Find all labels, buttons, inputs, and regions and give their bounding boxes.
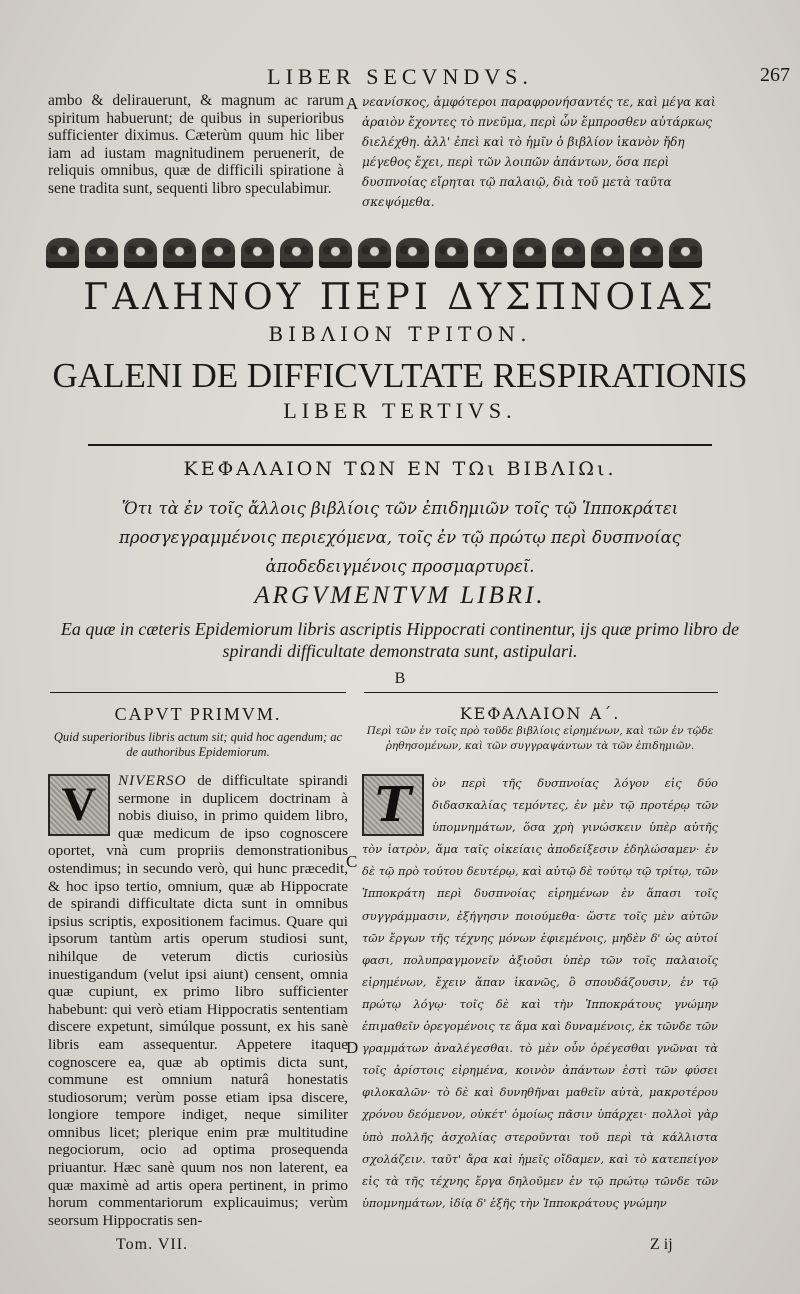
margin-marker-a: A: [346, 94, 359, 113]
page-number: 267: [760, 64, 790, 86]
ornament-unit: [202, 238, 235, 268]
latin-opening-word: NIVERSO: [118, 772, 187, 789]
ornament-unit: [85, 238, 118, 268]
volume-label: Tom. VII.: [116, 1236, 189, 1253]
ornament-unit: [241, 238, 274, 268]
margin-marker-b: B: [394, 670, 406, 687]
latin-drop-cap-letter: V: [50, 776, 108, 834]
ornament-unit: [630, 238, 663, 268]
margin-marker-c: C: [346, 852, 358, 871]
chapter-summary-greek: Περὶ τῶν ἐν τοῖς πρὸ τοῦδε βιβλίοις εἰρημένων, καὶ τῶν ἐν τῷδε ῥηθησομένων, καὶ τῶν συγγραψάντων τὰ τῶν ἐπιδημιῶν.: [366, 725, 714, 752]
greek-body-column: [362, 772, 718, 1214]
ornament-unit: [474, 238, 507, 268]
greek-drop-cap: [362, 774, 424, 836]
ornament-unit: [552, 238, 585, 268]
latin-drop-cap: [48, 774, 110, 836]
ornament-unit: [163, 238, 196, 268]
left-column-rule: [50, 692, 346, 693]
chapter-summary-latin: Quid superioribus libris actum sit; quid hoc agendum; ac de authoribus Epidemiorum.: [53, 730, 343, 759]
chapter-heading-greek: ΚΕΦΑΛΑΙΟΝ Α΄.: [459, 704, 621, 723]
chapters-heading: ΚΕΦΑΛΑΙΟΝ ΤΩΝ ΕΝ ΤΩι ΒΙΒΛΙΩι.: [183, 458, 617, 480]
latin-book-title: GALENI DE DIFFICVLTATE RESPIRATIONIS: [52, 356, 748, 395]
ornament-unit: [513, 238, 546, 268]
title-divider: [88, 444, 712, 446]
argument-title: ARGVMENTVM LIBRI.: [254, 582, 546, 609]
latin-body-column: [48, 772, 348, 1229]
ornament-unit: [280, 238, 313, 268]
ornament-unit: [669, 238, 702, 268]
ornament-unit: [396, 238, 429, 268]
greek-book-title: ΓΑΛΗΝΟΥ ΠΕΡΙ ΔΥΣΠΝΟΙΑΣ: [83, 277, 717, 318]
ornament-unit: [319, 238, 352, 268]
greek-body-text: ὸν περὶ τῆς δυσπνοίας λόγον εἰς δύο διδασκαλίας τεμόντες, ἐν μὲν τῷ προτέρῳ τῶν ὑπομνημάτων, ὅσα χρὴ γινώσκειν ὑπὲρ αὐτῆς τὸν ἰατρὸν, ἅμα ταῖς οἰκείαις ἀποδείξεσιν ἐδηλώσαμεν· ἐν δὲ τῷ πρὸ τούτου δευτέρῳ, καὶ αὐτῷ δὲ τούτῳ τῷ τρίτῳ, τῶν Ἱπποκράτη περὶ δυσπνοίας εἰρημένων ἐν ἅπασι τοῖς συγγράμμασιν, ἐξήγησιν ποιούμεθα· ὥστε τοῖς μὲν αὐτῶν τῶν ἔργων τῆς τέχνης μόνων ἐφιεμένοις, μηδὲν δ' ὡς αὐτοί φασι, πολυπραγμονεῖν ἀξιοῦσι ὑπὲρ τῶν τοῖς παλαιοῖς εἰρημένων, ἔχειν ἅπαν ἱκανῶς, ὃ σπουδάζουσιν, ἐν τῷ πρώτῳ λόγῳ· τοῖς δὲ καὶ τὴν Ἱπποκράτους γνώμην ἐπιμαθεῖν ὀρεγομένοις τε ἅμα καὶ δυναμένοις, ἐκ τῶνδε τῶν γραμμάτων ἀναλέγεσθαι. τὸ μὲν οὖν ὀρέγεσθαι γνῶναι τὰ τοῖς ἀρίστοις εἰρημένα, κοινὸν ἁπάντων ἐστὶ τῶν φύσει φιλοκαλῶν· τὸ δὲ καὶ δυνηθῆναι μαθεῖν αὐτὰ, μακροτέρου χρόνου δεόμενον, οὐκέτ' ὁμοίως πᾶσιν ὑπάρχει· πολλοὶ γὰρ ὑπὸ πολλῆς ἀσχολίας στεροῦνται τοῦ περὶ τὰ κάλλιστα σχολάζειν. ταῦτ' ἄρα καὶ ἡμεῖς οἴδαμεν, καὶ τὸ κατεπείγον εἰς τὰ τῆς τέχνης ἔργα δηλοῦμεν ἐν τῷ πρώτῳ τῶνδε τῶν ὑπομνημάτων, ἰδίᾳ δ' ἑξῆς τὴν Ἱπποκράτους γνώμην: [362, 776, 718, 1210]
ornament-unit: [124, 238, 157, 268]
signature-mark: Z ij: [650, 1236, 673, 1253]
running-title: LIBER SECVNDVS.: [267, 64, 533, 89]
top-latin-paragraph: ambo & delirauerunt, & magnum ac rarum spiritum habuerunt; de quibus in superioribus sufficienter diximus. Cæterùm quum hic liber iam ad iustam magnitudinem peruenerit, de reliquis omnibus, quæ de difficili spiratione à sene tradita sunt, sequenti libro speculabimur.: [48, 92, 344, 197]
margin-marker-d: D: [346, 1038, 359, 1057]
argument-text: Ea quæ in cæteris Epidemiorum libris ascriptis Hippocrati continentur, ijs quæ primo libro de spirandi difficultate demonstrata sunt, astipulari.: [60, 619, 740, 661]
ornament-unit: [46, 238, 79, 268]
ornament-unit: [358, 238, 391, 268]
ornamental-band: [46, 238, 702, 272]
latin-body-text: de difficultate spirandi sermone in duplicem doctrinam à nobis diuiso, in primo quidem libro, quæ medicum de ipso cognoscere oportet, vnà cum propriis demonstrationibus ostendimus; in secundo verò, qui hunc præcedit, & hoc ipso tertio, omnium, quæ ab Hippocrate de spirandi difficultate dicta sunt in omnibus ipsius scriptis, expositionem facimus. Quare qui ipsorum tantùm artis operum studiosi sunt, nihilque de veterum dictis curiosiùs inuestigandum (velut ipsi aiunt) censent, omnia quæ cupiunt, ex primo libro sufficienter habebunt: qui verò etiam Hippocratis sententiam discere expetunt, simúlque possunt, ex his sanè libris eam assequentur. Appetere itaque cognoscere ea, quæ ab optimis dicta sunt, commune est omnium naturâ honestatis studiosorum; verùm posse etiam ipsa discere, longiore tempore indiget, neque similiter omnibus licet; plerique enim præ multitudine negociorum, ocio ad optima prosequenda priuantur. Hæc sanè quum nos non laterent, ea quæ maximè ad artis opera pertinent, in primo horum commentariorum explicauimus; verùm seorsum Hippocratis sen-: [48, 772, 348, 1229]
right-column-rule: [364, 692, 718, 693]
greek-argument: Ὅτι τὰ ἐν τοῖς ἄλλοις βιβλίοις τῶν ἐπιδημιῶν τοῖς τῷ Ἱπποκράτει προσγεγραμμένοις περιεχόμενα, τοῖς ἐν τῷ πρώτῳ περὶ δυσπνοίας ἀποδεδειγμένοις προσμαρτυρεῖ.: [118, 499, 682, 576]
chapter-heading-latin: CAPVT PRIMVM.: [114, 704, 282, 724]
greek-drop-cap-letter: Τ: [364, 776, 422, 834]
top-greek-paragraph: νεανίσκος, ἀμφότεροι παραφρονήσαντές τε, καὶ μέγα καὶ ἀραιὸν ἔχοντες τὸ πνεῦμα, περὶ ὧν ἔμπροσθεν αὐτάρκως διελέχθη. ἀλλ' ἐπεὶ καὶ τὸ ἡμῖν ὁ βιβλίον ἱκανὸν ἤδη μέγεθος ἔχει, περὶ τῶν λοιπῶν ἁπάντων, ὅσα περὶ δυσπνοίας εἴρηται τῷ παλαιῷ, διὰ τοῦ μετὰ ταῦτα σκεψόμεθα.: [362, 95, 716, 209]
ornament-unit: [591, 238, 624, 268]
greek-book-subtitle: ΒΙΒΛΙΟΝ ΤΡΙΤΟΝ.: [268, 322, 532, 346]
latin-book-subtitle: LIBER TERTIVS.: [283, 398, 517, 423]
ornament-unit: [435, 238, 468, 268]
